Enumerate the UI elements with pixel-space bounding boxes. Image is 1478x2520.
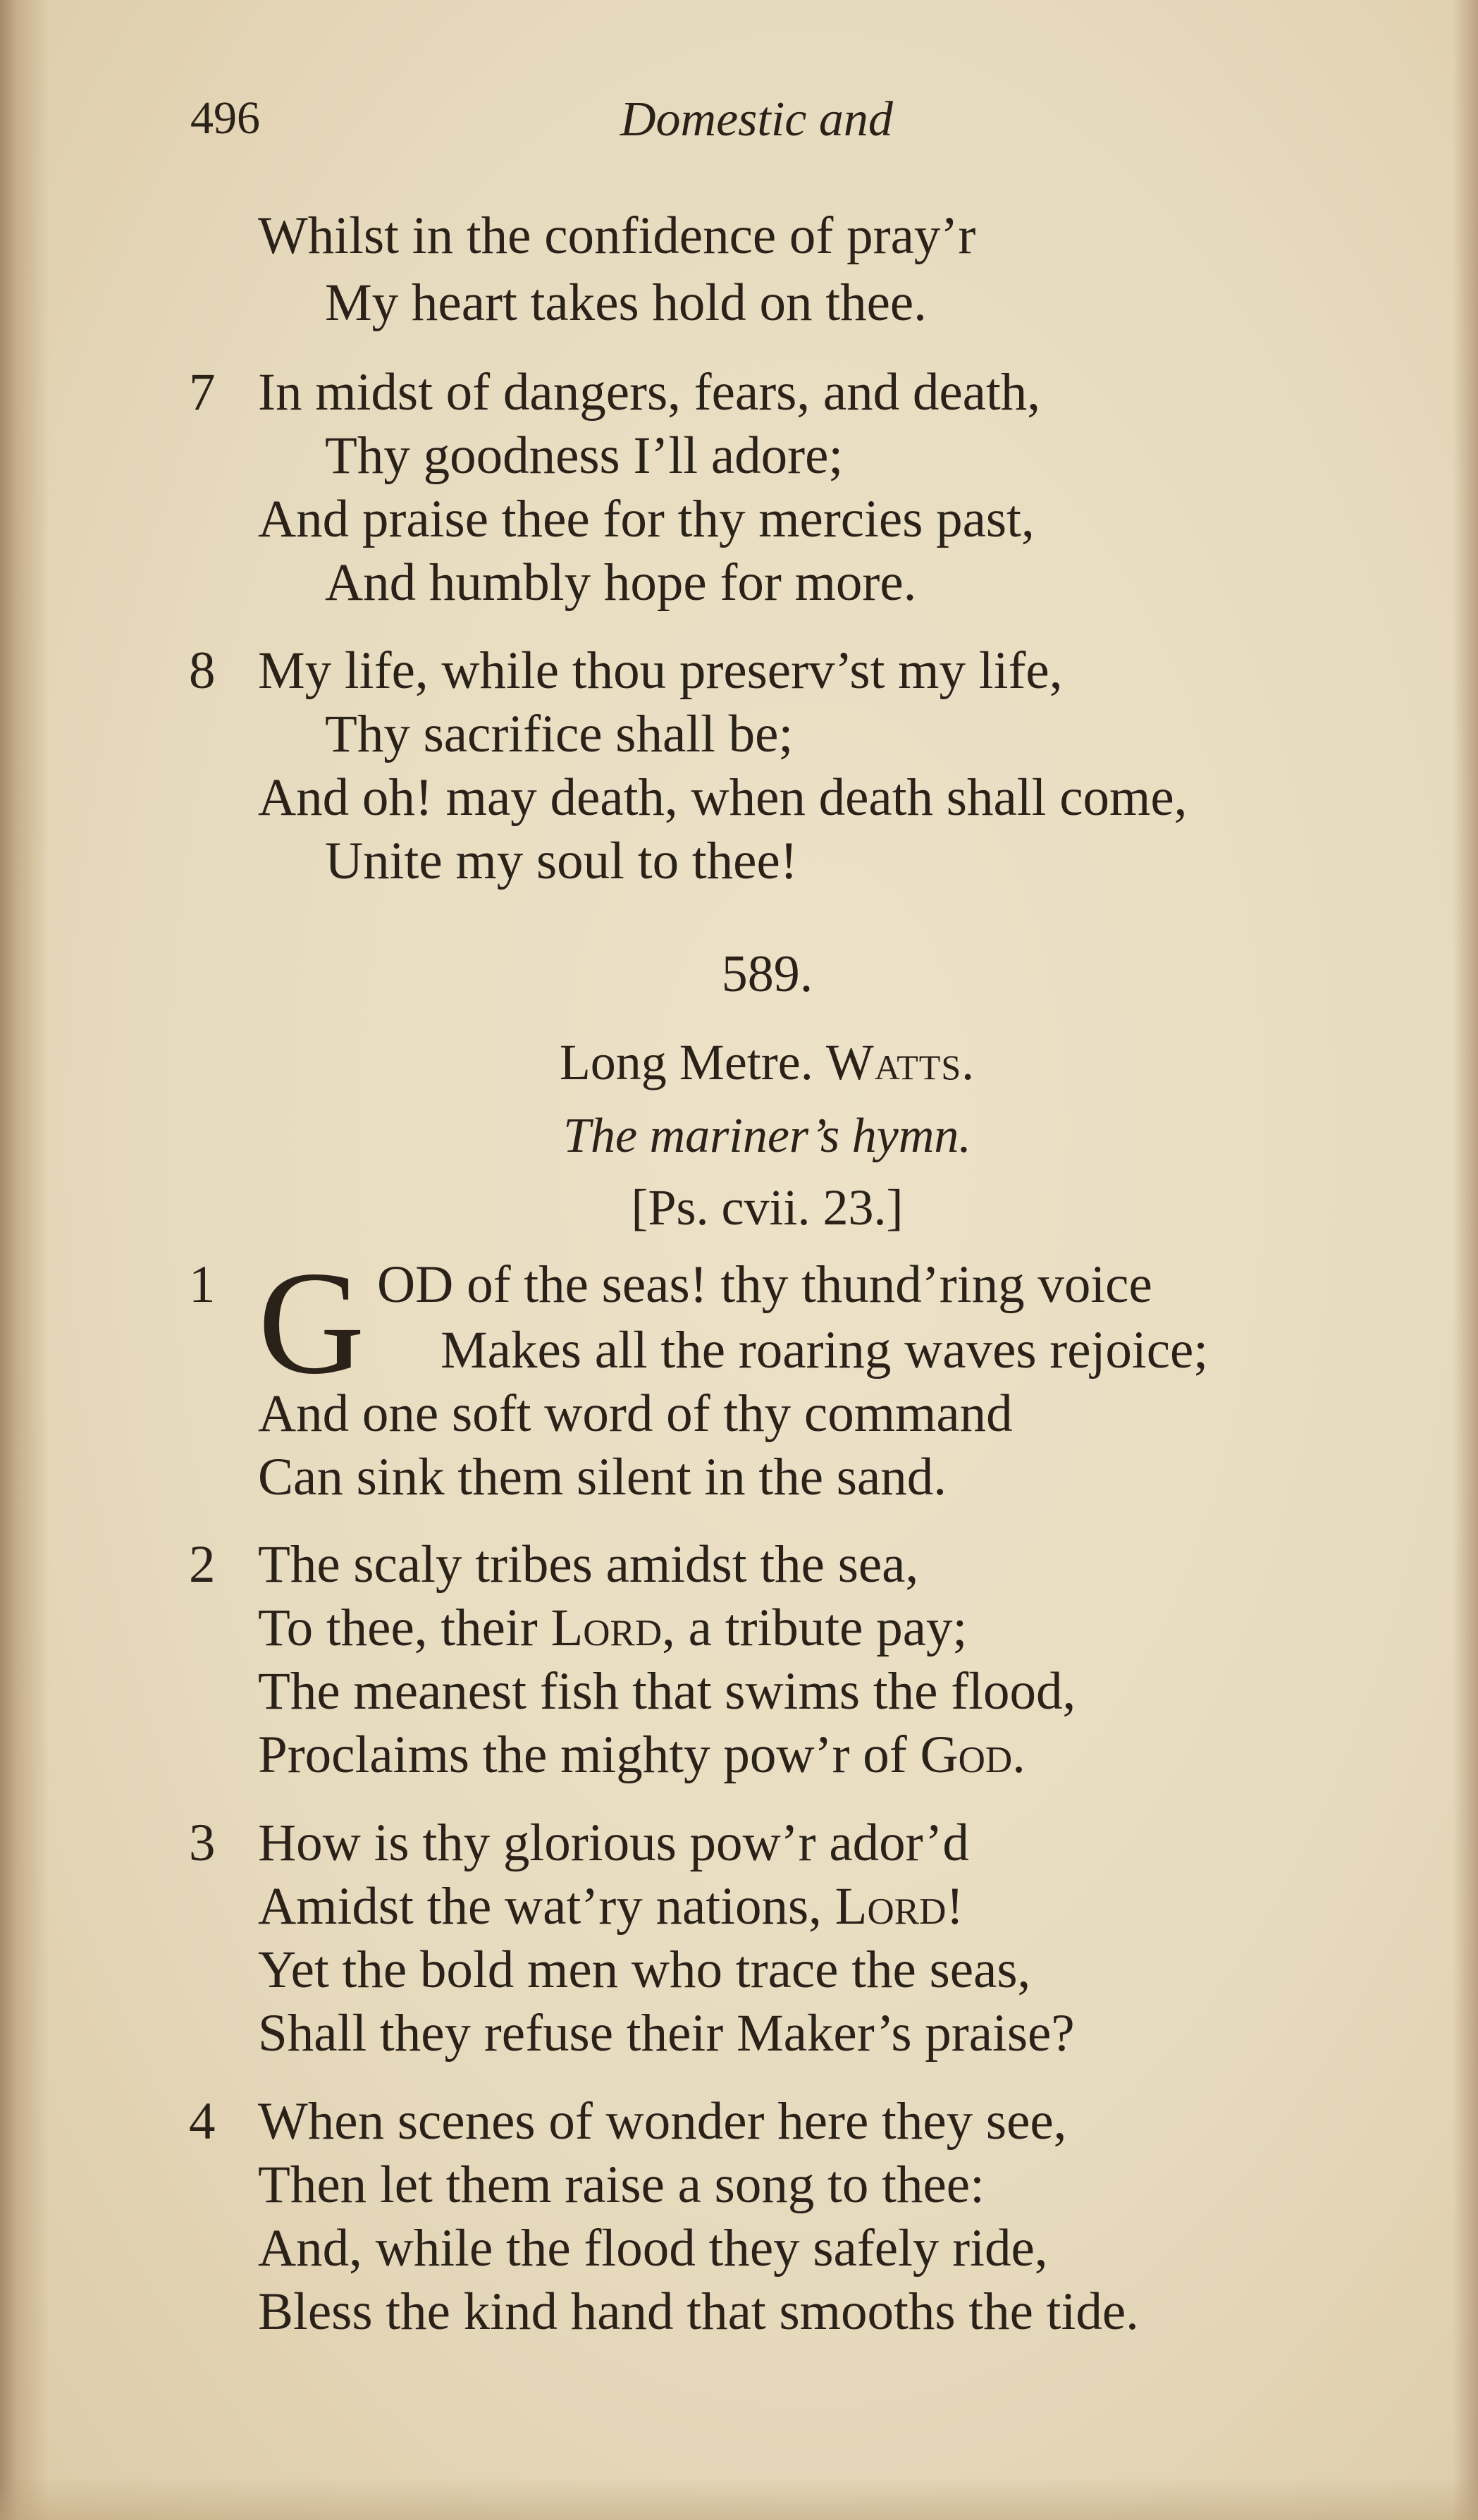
verse-line: How is thy glorious pow’r ador’d xyxy=(258,1814,969,1872)
verse-line: Can sink them silent in the sand. xyxy=(258,1448,947,1506)
verse-line: And one soft word of thy command xyxy=(258,1384,1013,1443)
hymn-number: 589. xyxy=(721,945,813,1003)
verse-line: Bless the kind hand that smooths the tide. xyxy=(258,2282,1139,2341)
verse-number: 1 xyxy=(189,1255,216,1314)
verse-line: And praise thee for thy mercies past, xyxy=(258,490,1035,548)
small-caps-lord: Lord xyxy=(835,1877,947,1936)
verse-number: 8 xyxy=(189,641,216,700)
page-edge-shadow xyxy=(1453,0,1478,2520)
hymn-metre-line xyxy=(0,1033,1478,1092)
verse-number: 7 xyxy=(189,363,216,422)
verse-line: My life, while thou preserv’st my life, xyxy=(258,641,1063,700)
verse-line: Whilst in the confidence of pray’r xyxy=(258,207,976,265)
verse-line: Yet the bold men who trace the seas, xyxy=(258,1941,1031,1999)
drop-cap: G xyxy=(258,1241,365,1405)
small-caps-god: God xyxy=(920,1726,1013,1784)
hymn-title: The mariner’s hymn. xyxy=(563,1109,971,1163)
verse-line: Makes all the roaring waves rejoice; xyxy=(441,1321,1209,1379)
hymn-metre: Long Metre. xyxy=(559,1034,813,1090)
verse-line: The scaly tribes amidst the sea, xyxy=(258,1535,919,1594)
verse-line: To thee, their Lord, a tribute pay; xyxy=(258,1599,968,1657)
verse-line: Thy sacrifice shall be; xyxy=(325,705,794,763)
scripture-reference: [Ps. cvii. 23.] xyxy=(631,1179,904,1236)
verse-number: 4 xyxy=(189,2092,216,2151)
verse-number: 2 xyxy=(189,1535,216,1594)
verse-number: 3 xyxy=(189,1814,216,1872)
verse-line: And oh! may death, when death shall come, xyxy=(258,768,1188,827)
verse-line: When scenes of wonder here they see, xyxy=(258,2092,1067,2151)
verse-line: Amidst the wat’ry nations, Lord! xyxy=(258,1877,964,1936)
page-header xyxy=(190,92,1388,162)
verse-line: Unite my soul to thee! xyxy=(325,832,798,890)
verse-line: Then let them raise a song to thee: xyxy=(258,2156,985,2214)
running-head: Domestic and xyxy=(620,92,893,147)
verse-line: In midst of dangers, fears, and death, xyxy=(258,363,1041,422)
verse-line: And humbly hope for more. xyxy=(325,553,917,612)
page-binding-shadow xyxy=(0,0,49,2520)
page-number: 496 xyxy=(190,92,260,144)
verse-line: My heart takes hold on thee. xyxy=(325,273,927,332)
verse-line: And, while the flood they safely ride, xyxy=(258,2219,1048,2278)
verse-line: OD of the seas! thy thund’ring voice xyxy=(377,1255,1152,1314)
small-caps-lord: Lord xyxy=(550,1599,663,1657)
verse-line: The meanest fish that swims the flood, xyxy=(258,1662,1076,1721)
verse-line: Proclaims the mighty pow’r of God. xyxy=(258,1726,1026,1784)
page-bottom-shadow xyxy=(0,2478,1478,2520)
verse-line: Shall they refuse their Maker’s praise? xyxy=(258,2004,1075,2063)
hymn-author: Watts. xyxy=(825,1034,975,1090)
verse-line: Thy goodness I’ll adore; xyxy=(325,426,844,485)
